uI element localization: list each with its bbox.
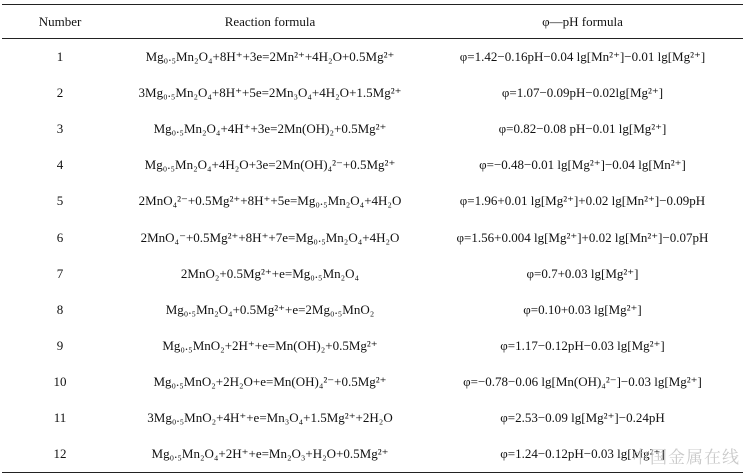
table-row [2, 75, 743, 111]
table-row [2, 400, 743, 436]
reaction-formula: 3Mg₀.₅Mn₂O₄+8H⁺+5e=2Mn₃O₄+4H₂O+1.5Mg²⁺ [138, 84, 402, 100]
reaction-formula: 2MnO₂+0.5Mg²⁺+e=Mg₀.₅Mn₂O₄ [180, 265, 360, 281]
table-row [2, 39, 743, 75]
table-row [2, 364, 743, 400]
header-number: Number [2, 5, 118, 39]
reaction-formula: Mg₀.₅Mn₂O₄+0.5Mg²⁺+e=2Mg₀.₅MnO₂ [165, 301, 375, 317]
row-number: 7 [56, 265, 64, 281]
ph-formula: φ=1.17−0.12pH−0.03 lg[Mg²⁺] [500, 338, 665, 354]
ph-formula: φ=0.10+0.03 lg[Mg²⁺] [523, 301, 642, 317]
reaction-formula: 2MnO₄⁻+0.5Mg²⁺+8H⁺+7e=Mg₀.₅Mn₂O₄+4H₂O [140, 229, 400, 245]
table-row [2, 256, 743, 292]
row-number: 9 [56, 338, 64, 354]
row-number: 3 [56, 120, 64, 136]
row-number: 4 [56, 157, 64, 173]
ph-formula: φ=1.42−0.16pH−0.04 lg[Mn²⁺]−0.01 lg[Mg²⁺] [459, 48, 706, 64]
header-row [2, 5, 743, 39]
ph-formula: φ=−0.48−0.01 lg[Mg²⁺]−0.04 lg[Mn²⁺] [479, 157, 686, 173]
row-number: 2 [56, 84, 64, 100]
watermark: 中国金属在线 [632, 448, 740, 468]
ph-formula: φ=1.24−0.12pH−0.03 lg[Mg²⁺] [422, 437, 743, 473]
table-row [2, 111, 743, 147]
row-number: 11 [53, 410, 67, 426]
header-ph-formula: φ—pH formula [422, 5, 743, 39]
row-number: 10 [53, 374, 67, 390]
row-number: 1 [56, 48, 64, 64]
table-row [2, 328, 743, 364]
reaction-formula: Mg₀.₅Mn₂O₄+4H⁺+3e=2Mn(OH)₂+0.5Mg²⁺ [153, 120, 387, 136]
ph-formula: φ=1.07−0.09pH−0.02lg[Mg²⁺] [501, 84, 664, 100]
table-row [2, 183, 743, 219]
ph-formula: φ=2.53−0.09 lg[Mg²⁺]−0.24pH [500, 410, 665, 426]
reaction-formula: Mg₀.₅Mn₂O₄+4H₂O+3e=2Mn(OH)₄²⁻+0.5Mg²⁺ [144, 157, 396, 173]
row-number: 6 [56, 229, 64, 245]
ph-formula: φ=1.56+0.004 lg[Mg²⁺]+0.02 lg[Mn²⁺]−0.07pH [456, 229, 709, 245]
reaction-formula: 3Mg₀.₅MnO₂+4H⁺+e=Mn₃O₄+1.5Mg²⁺+2H₂O [147, 410, 393, 426]
row-number: 5 [56, 193, 64, 209]
reaction-formula: Mg₀.₅MnO₂+2H₂O+e=Mn(OH)₄²⁻+0.5Mg²⁺ [153, 374, 387, 390]
reaction-formula: Mg₀.₅MnO₂+2H⁺+e=Mn(OH)₂+0.5Mg²⁺ [162, 338, 378, 354]
reaction-formula: Mg₀.₅Mn₂O₄+8H⁺+3e=2Mn²⁺+4H₂O+0.5Mg²⁺ [145, 48, 395, 64]
reaction-formula: Mg₀.₅Mn₂O₄+2H⁺+e=Mn₂O₃+H₂O+0.5Mg²⁺ [118, 437, 422, 473]
table-row [2, 147, 743, 183]
ph-formula: φ=0.82−0.08 pH−0.01 lg[Mg²⁺] [498, 120, 667, 136]
row-number: 12 [2, 437, 118, 473]
reaction-formula: 2MnO₄²⁻+0.5Mg²⁺+8H⁺+5e=Mg₀.₅Mn₂O₄+4H₂O [138, 193, 402, 209]
reaction-table [2, 4, 743, 473]
ph-formula: φ=−0.78−0.06 lg[Mn(OH)₄²⁻]−0.03 lg[Mg²⁺] [463, 374, 702, 390]
header-reaction-formula: Reaction formula [118, 5, 422, 39]
row-number: 8 [56, 301, 64, 317]
table-row [2, 292, 743, 328]
table-row [2, 219, 743, 255]
ph-formula: φ=1.96+0.01 lg[Mg²⁺]+0.02 lg[Mn²⁺]−0.09pH [459, 193, 706, 209]
ph-formula: φ=0.7+0.03 lg[Mg²⁺] [526, 265, 639, 281]
